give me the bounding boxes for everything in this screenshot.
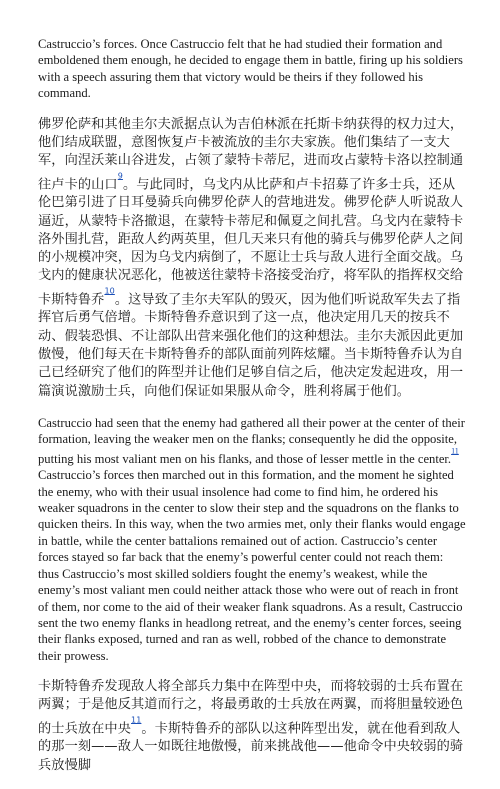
footnote-ref[interactable] [104,288,114,301]
english-paragraph-1 [38,36,466,102]
english-paragraph-3 [38,415,466,664]
footnote-link[interactable]: 11 [131,715,142,725]
footnote-link[interactable]: 10 [104,286,115,296]
paragraph-text: 卡斯特鲁乔发现敌人将全部兵力集中在阵型中央，而将较弱的士兵布置在两翼；于是他反其道而行之，将最勇敢的士兵放在两翼，而将胆量较逊色的士兵放在中央 [38,679,464,737]
footnote-link[interactable]: 11 [451,446,459,456]
footnote-ref[interactable] [451,446,459,461]
document-page [38,36,466,789]
paragraph-text: Castruccio’s forces. Once Castruccio felt that he had studied their formation and emboldened them enough, he decided to engage them in battle, firing up his soldiers with a speech assuring them that victory would be theirs if they followed his command. [38,37,463,101]
footnote-ref[interactable] [131,717,141,730]
paragraph-text: 。与此同时，乌戈内从比萨和卢卡招募了许多士兵，还从伦巴第引进了日耳曼骑兵向佛罗伦萨人的营地进发。佛罗伦萨人听说敌人逼近，从蒙特卡洛撤退，在蒙特卡蒂尼和佩夏之间扎营。乌戈内在蒙特卡洛外围扎营，距敌人约两英里，但几天来只有他的骑兵与佛罗伦萨人之间的小规模冲突，因为乌戈内病倒了，不愿让士兵与敌人进行全面交战。乌戈内的健康状况恶化，他被送往蒙特卡洛接受治疗，将军队的指挥权交给卡斯特鲁乔 [38,176,464,308]
paragraph-text: Castruccio’s forces then marched out in this formation, and the moment he sighted the enemy, who with their usual insolence had come to find him, he ordered his weaker squadrons in the center to slow their step and the squadrons on the flanks to quicken theirs. In this way, when the two armies met, only their flanks would engage in battle, while the center battalions remained out of action. Castruccio’s center forces stayed so far back that the enemy’s powerful center could not reach them: thus Castruccio’s most skilled soldiers fought the enemy’s weakest, while the enemy’s most valiant men could neither attack those who were out of reach in front of them, nor come to the aid of their weaker flank squadrons. As a result, Castruccio sent the two enemy flanks in headlong retreat, and the enemy’s center forces, seeing their flanks exposed, turned and ran as well, robbed of the chance to demonstrate their prowess. [38,468,466,663]
chinese-paragraph-2 [38,116,466,401]
chinese-paragraph-4 [38,678,466,775]
paragraph-text: 佛罗伦萨和其他圭尔夫派据点认为吉伯林派在托斯卡纳获得的权力过大，他们结成联盟，意图恢复卢卡被流放的圭尔夫家族。他们集结了一支大军，向涅沃莱山谷进发，占领了蒙特卡蒂尼，进而攻占蒙特卡洛以控制通往卢卡的山口 [38,116,464,192]
paragraph-text: Castruccio had seen that the enemy had gathered all their power at the center of their formation, leaving the weaker men on the flanks; consequently he did the opposite, putting his most valiant men on his flanks, and those of lesser mettle in the center. [38,415,465,466]
paragraph-text: 。卡斯特鲁乔的部队以这种阵型出发，就在他看到敌人的那一刻——敌人一如既往地傲慢，前来挑战他——他命令中央较弱的骑兵放慢脚 [38,721,464,773]
paragraph-text: 。这导致了圭尔夫军队的毁灭，因为他们听说敌军失去了指挥官后勇气倍增。卡斯特鲁乔意识到了这一点，他决定用几天的按兵不动、假装恐惧、不让部队出营来强化他们的这种想法。圭尔夫派因此更加傲慢，他们每天在卡斯特鲁乔的部队面前列阵炫耀。当卡斯特鲁乔认为自己已经研究了他们的阵型并让他们足够自信之后，他决定发起进攻，用一篇演说激励士兵，向他们保证如果服从命令，胜利将属于他们。 [38,292,464,399]
footnote-link[interactable]: 9 [117,170,123,180]
